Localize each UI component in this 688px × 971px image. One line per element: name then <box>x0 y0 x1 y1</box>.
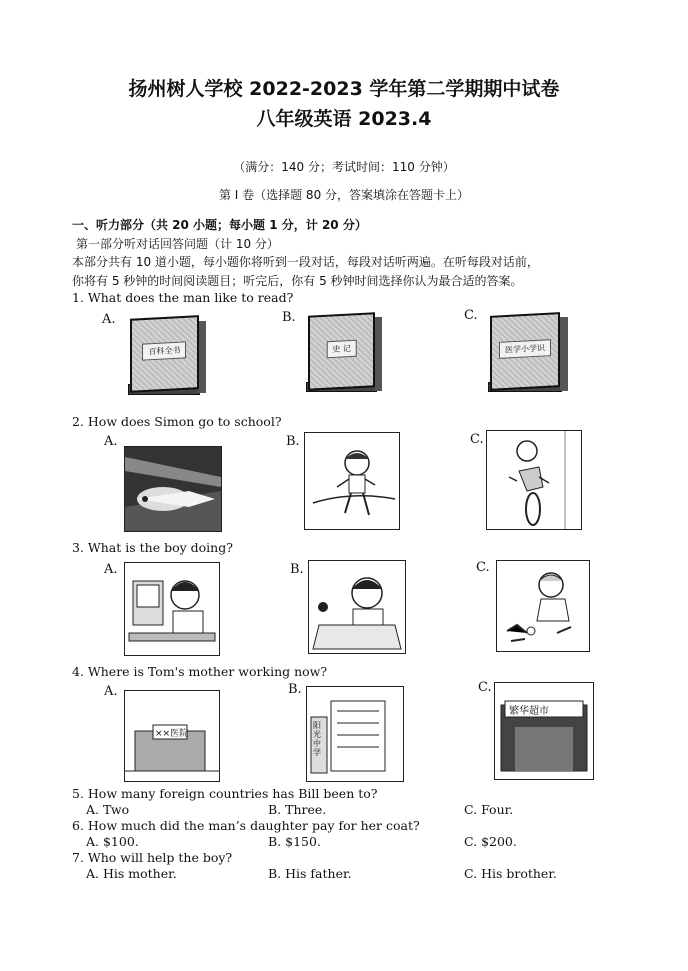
question-4: 4. Where is Tom's mother working now? <box>72 664 328 679</box>
question-5: 5. How many foreign countries has Bill been to? <box>72 786 378 801</box>
q2-option-a-train-image <box>124 446 222 532</box>
q6-option-b: B. $150. <box>268 834 321 849</box>
q1-option-c-letter: C. <box>464 308 478 323</box>
q1-option-a-book-image <box>118 310 216 402</box>
exam-subtitle: 八年级英语 2023.4 <box>256 108 432 130</box>
q6-option-a: A. $100. <box>86 834 139 849</box>
q1-option-a-letter: A. <box>102 312 116 327</box>
exam-title: 扬州树人学校 2022-2023 学年第二学期期中试卷 <box>128 78 560 100</box>
q4-option-c-letter: C. <box>478 680 492 695</box>
q5-option-a: A. Two <box>86 802 130 817</box>
question-6: 6. How much did the man’s daughter pay for her coat? <box>72 818 420 833</box>
q4-option-a-letter: A. <box>104 684 118 699</box>
q6-option-c: C. $200. <box>464 834 517 849</box>
q7-option-b: B. His father. <box>268 866 352 881</box>
school-sign: 阳光中学 <box>313 721 321 757</box>
q2-option-b-walking-boy-image <box>304 432 400 530</box>
q3-option-a-letter: A. <box>104 562 118 577</box>
q1-option-b-letter: B. <box>282 310 296 325</box>
question-2: 2. How does Simon go to school? <box>72 414 282 429</box>
hospital-sign: ××医院 <box>155 729 189 739</box>
supermarket-sign: 繁华超市 <box>509 706 549 717</box>
q5-option-c: C. Four. <box>464 802 514 817</box>
q1-option-b-book-image <box>296 306 392 400</box>
section-heading: 一、听力部分（共 20 小题；每小题 1 分，计 20 分） <box>72 218 367 232</box>
q1-book-label-a: 百科全书 <box>142 342 186 361</box>
q4-option-c-supermarket-image <box>494 682 594 780</box>
q4-option-b-letter: B. <box>288 682 302 697</box>
question-3: 3. What is the boy doing? <box>72 540 233 555</box>
q2-option-c-letter: C. <box>470 432 484 447</box>
q2-option-b-letter: B. <box>286 434 300 449</box>
q5-option-b: B. Three. <box>268 802 327 817</box>
instructions-line-1: 本部分共有 10 道小题，每小题你将听到一段对话，每段对话听两遍。在听每段对话前， <box>72 255 539 269</box>
q3-option-c-repairing-boy-image <box>496 560 590 652</box>
q2-option-c-cycling-boy-image <box>486 430 582 530</box>
q7-option-a: A. His mother. <box>86 866 177 881</box>
q3-option-c-letter: C. <box>476 560 490 575</box>
q3-option-b-drawing-boy-image <box>308 560 406 654</box>
q4-option-b-school-image <box>306 686 404 782</box>
q3-option-b-letter: B. <box>290 562 304 577</box>
section-subheading: 第一部分听对话回答问题（计 10 分） <box>76 237 279 251</box>
q3-option-a-computer-boy-image <box>124 562 220 656</box>
q7-option-c: C. His brother. <box>464 866 557 881</box>
q1-option-c-book-image <box>478 306 578 400</box>
question-1: 1. What does the man like to read? <box>72 290 294 305</box>
q1-book-label-b: 史 记 <box>326 339 357 358</box>
q4-option-a-hospital-image <box>124 690 220 782</box>
instructions-line-2: 你将有 5 秒钟的时间阅读题目；听完后，你有 5 秒钟时间选择你认为最合适的答案。 <box>72 274 523 288</box>
part-one-info: 第 I 卷（选择题 80 分，答案填涂在答题卡上） <box>218 188 470 202</box>
q2-option-a-letter: A. <box>104 434 118 449</box>
q1-book-label-c: 医学小学识 <box>499 339 551 359</box>
score-time-info: （满分：140 分；考试时间：110 分钟） <box>233 160 455 174</box>
question-7: 7. Who will help the boy? <box>72 850 233 865</box>
